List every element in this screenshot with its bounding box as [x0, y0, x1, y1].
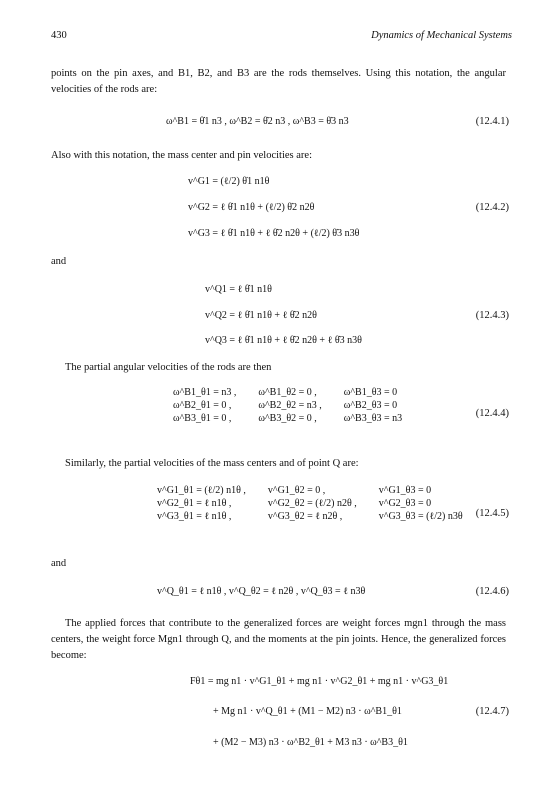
equation-12-4-7-line-3: + (M2 − M3) n3 · ω^B2_θ1 + M3 n3 · ω^B3_θ1	[213, 737, 408, 748]
equation-cell: ω^B3_θ1 = 0 ,	[173, 413, 232, 424]
equation-number-12-4-5: (12.4.5)	[475, 508, 509, 519]
equation-cell: ω^B2_θ3 = 0	[343, 400, 398, 411]
equation-12-4-5-row	[157, 484, 485, 497]
paragraph-velocities-intro: Also with this notation, the mass center and pin velocities are:	[51, 150, 312, 161]
equation-cell: ω^B2_θ1 = 0 ,	[173, 400, 232, 411]
equation-cell: v^G3_θ1 = ℓ n1θ ,	[157, 511, 232, 522]
page-number: 430	[51, 30, 67, 41]
equation-12-4-2-line-1: v^G1 = (ℓ/2) θ̇1 n1θ	[188, 176, 270, 187]
equation-cell: v^G2_θ3 = 0	[378, 498, 432, 509]
equation-12-4-4-row	[173, 412, 424, 425]
equation-12-4-7-line-1: Fθ1 = mg n1 · v^G1_θ1 + mg n1 · v^G2_θ1 + mg n1 · v^G3_θ1	[190, 676, 449, 687]
equation-12-4-5-row	[157, 510, 485, 523]
equation-number-12-4-4: (12.4.4)	[475, 408, 509, 419]
equation-cell: ω^B1_θ3 = 0	[343, 387, 398, 398]
equation-cell: v^G1_θ3 = 0	[378, 485, 432, 496]
equation-12-4-4-table	[173, 386, 424, 425]
equation-number-12-4-6: (12.4.6)	[475, 586, 509, 597]
equation-12-4-1: ω^B1 = θ̇1 n3 , ω^B2 = θ̇2 n3 , ω^B3 = θ̇3 n3	[166, 116, 349, 127]
equation-12-4-3-line-2: v^Q2 = ℓ θ̇1 n1θ + ℓ θ̇2 n2θ	[205, 310, 317, 321]
equation-number-12-4-7: (12.4.7)	[475, 706, 509, 717]
equation-12-4-2-line-2: v^G2 = ℓ θ̇1 n1θ + (ℓ/2) θ̇2 n2θ	[188, 202, 315, 213]
equation-cell: v^G3_θ3 = (ℓ/2) n3θ	[378, 511, 463, 522]
equation-cell: v^G1_θ2 = 0 ,	[267, 485, 326, 496]
equation-cell: v^G2_θ2 = (ℓ/2) n2θ ,	[267, 498, 357, 509]
equation-12-4-3-line-1: v^Q1 = ℓ θ̇1 n1θ	[205, 284, 272, 295]
equation-12-4-7-line-2: + Mg n1 · v^Q_θ1 + (M1 − M2) n3 · ω^B1_θ1	[213, 706, 402, 717]
paragraph-partial-angular: The partial angular velocities of the rods are then	[65, 362, 272, 373]
equation-12-4-6: v^Q_θ1 = ℓ n1θ , v^Q_θ2 = ℓ n2θ , v^Q_θ3 = ℓ n3θ	[157, 586, 366, 597]
paragraph-and-1: and	[51, 256, 67, 267]
equation-cell: ω^B2_θ2 = n3 ,	[258, 400, 322, 411]
equation-cell: v^G1_θ1 = (ℓ/2) n1θ ,	[157, 485, 246, 496]
equation-12-4-4-row	[173, 386, 424, 399]
equation-12-4-4-row	[173, 399, 424, 412]
paragraph-partial-velocities: Similarly, the partial velocities of the mass centers and of point Q are:	[65, 458, 359, 469]
equation-12-4-2-line-3: v^G3 = ℓ θ̇1 n1θ + ℓ θ̇2 n2θ + (ℓ/2) θ̇3 n3θ	[188, 228, 360, 239]
paragraph-and-2: and	[51, 558, 67, 569]
equation-12-4-5-table	[157, 484, 485, 523]
paragraph-intro: points on the pin axes, and B1, B2, and B3 are the rods themselves. Using this notation, the angular velocities of the rods are:	[51, 68, 506, 95]
running-title: Dynamics of Mechanical Systems	[371, 30, 512, 41]
equation-cell: ω^B3_θ3 = n3	[343, 413, 403, 424]
equation-number-12-4-1: (12.4.1)	[475, 116, 509, 127]
equation-cell: v^G3_θ2 = ℓ n2θ ,	[267, 511, 343, 522]
equation-cell: v^G2_θ1 = ℓ n1θ ,	[157, 498, 232, 509]
equation-12-4-5-row	[157, 497, 485, 510]
equation-cell: ω^B3_θ2 = 0 ,	[258, 413, 317, 424]
equation-cell: ω^B1_θ2 = 0 ,	[258, 387, 317, 398]
equation-12-4-3-line-3: v^Q3 = ℓ θ̇1 n1θ + ℓ θ̇2 n2θ + ℓ θ̇3 n3θ	[205, 335, 362, 346]
equation-number-12-4-3: (12.4.3)	[475, 310, 509, 321]
equation-number-12-4-2: (12.4.2)	[475, 202, 509, 213]
equation-cell: ω^B1_θ1 = n3 ,	[173, 387, 237, 398]
paragraph-applied-forces: The applied forces that contribute to the generalized forces are weight forces mgn1 through the mass centers, the weight force Mgn1 through Q, and the moments at the pin joints. Hence, the generalized forces become:	[51, 618, 506, 661]
